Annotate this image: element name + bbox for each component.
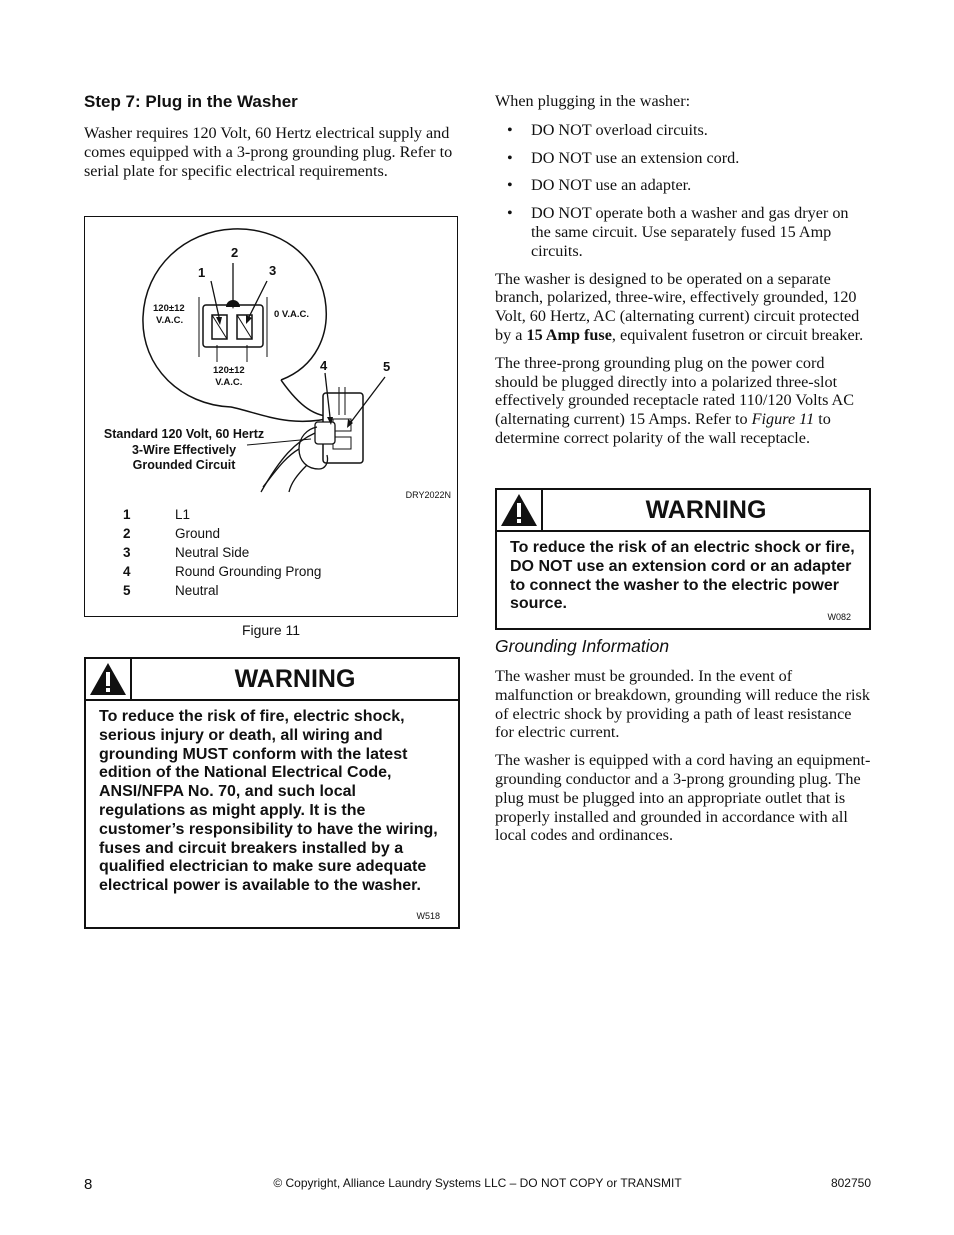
list-item: • DO NOT use an adapter. bbox=[507, 176, 692, 195]
warning-title: WARNING bbox=[645, 496, 767, 524]
plugging-lead: When plugging in the washer: bbox=[495, 92, 691, 110]
warning-box-shock bbox=[495, 488, 871, 630]
circuit-label: Standard 120 Volt, 60 Hertz 3-Wire Effectively Grounded Circuit bbox=[103, 427, 265, 472]
list-item: • DO NOT overload circuits. bbox=[507, 120, 708, 139]
callout-5: 5 bbox=[383, 359, 391, 374]
legend-row: 2 Ground bbox=[123, 526, 221, 541]
voltage-right-label: 0 V.A.C. bbox=[274, 309, 310, 320]
legend-row: 4 Round Grounding Prong bbox=[123, 564, 322, 579]
warning-text: To reduce the risk of fire, electric shock, serious injury or death, all wiring and grounding MUST conform with the latest edition of the National Electrical Code, ANSI/NFPA No. 70, and such local regulations as might apply. It is the customer’s responsibility to have the wiring, fuses and circuit breakers installed by a qualified electrician to make sure adequate electrical power is available to the washer. bbox=[99, 708, 438, 895]
step-heading: Step 7: Plug in the Washer bbox=[84, 92, 298, 111]
document-number: 802750 bbox=[830, 1176, 871, 1190]
legend-row: 1 L1 bbox=[123, 507, 191, 522]
callout-1: 1 bbox=[198, 265, 206, 280]
figure-11-box bbox=[84, 216, 458, 617]
grounding-section bbox=[495, 636, 871, 854]
grounding-heading: Grounding Information bbox=[495, 636, 670, 656]
plug-paragraph: The three-prong grounding plug on the power cord should be plugged directly into a polarized three-slot effectively grounded receptacle rated 110/120 Volts AC (alternating current) 15 Amps. Refer to Figure 11 to determine correct polarity of the wall receptacle. bbox=[495, 353, 855, 447]
warning-title: WARNING bbox=[234, 665, 356, 693]
callout-4: 4 bbox=[320, 358, 328, 373]
warning-code: W082 bbox=[827, 612, 851, 622]
legend-row: 3 Neutral Side bbox=[123, 545, 250, 560]
figure-caption: Figure 11 bbox=[241, 622, 301, 638]
callout-3: 3 bbox=[269, 263, 277, 278]
warning-triangle-icon bbox=[497, 490, 543, 530]
callout-2: 2 bbox=[231, 245, 239, 260]
warning-text: To reduce the risk of an electric shock or fire, DO NOT use an extension cord or an adapter to connect the washer to the electric power source. bbox=[510, 539, 855, 613]
left-column bbox=[84, 92, 460, 189]
do-not-list bbox=[495, 121, 871, 261]
grounding-paragraph-2: The washer is equipped with a cord having an equipment-grounding conductor and a 3-prong grounding plug. The plug must be plugged into an appropriate outlet that is properly installed and grounded in accordance with all local codes and ordinances. bbox=[495, 751, 871, 845]
list-item: • DO NOT use an extension cord. bbox=[507, 148, 740, 167]
right-column bbox=[495, 92, 871, 457]
copyright-notice: © Copyright, Alliance Laundry Systems LLC – DO NOT COPY or TRANSMIT bbox=[273, 1176, 682, 1190]
warning-header bbox=[86, 659, 458, 701]
page-number: 8 bbox=[84, 1176, 93, 1193]
voltage-left-label: 120±12 V.A.C. bbox=[153, 303, 185, 326]
figure-legend bbox=[123, 505, 321, 600]
grounding-paragraph-1: The washer must be grounded. In the event of malfunction or breakdown, grounding will reduce the risk of electric shock by providing a path of least resistance for electric current. bbox=[495, 667, 870, 742]
list-item: • DO NOT operate both a washer and gas dryer on the same circuit. Use separately fused 15 Amp circuits. bbox=[507, 204, 849, 260]
warning-header bbox=[497, 490, 869, 532]
legend-row: 5 Neutral bbox=[123, 583, 219, 598]
warning-code: W518 bbox=[416, 911, 440, 921]
warning-triangle-icon bbox=[86, 659, 132, 699]
circuit-paragraph: The washer is designed to be operated on a separate branch, polarized, three-wire, effectively grounded, 120 Volt, 60 Hertz, AC (alternating current) circuit protected by a 15 Amp fuse, equivalent fusetron or circuit breaker. bbox=[495, 269, 864, 344]
voltage-bottom-label: 120±12 V.A.C. bbox=[213, 365, 245, 388]
intro-paragraph: Washer requires 120 Volt, 60 Hertz electrical supply and comes equipped with a 3-prong grounding plug. Refer to serial plate for specific electrical requirements. bbox=[84, 124, 453, 180]
warning-box-fire bbox=[84, 657, 460, 929]
figure-code: DRY2022N bbox=[405, 490, 451, 500]
